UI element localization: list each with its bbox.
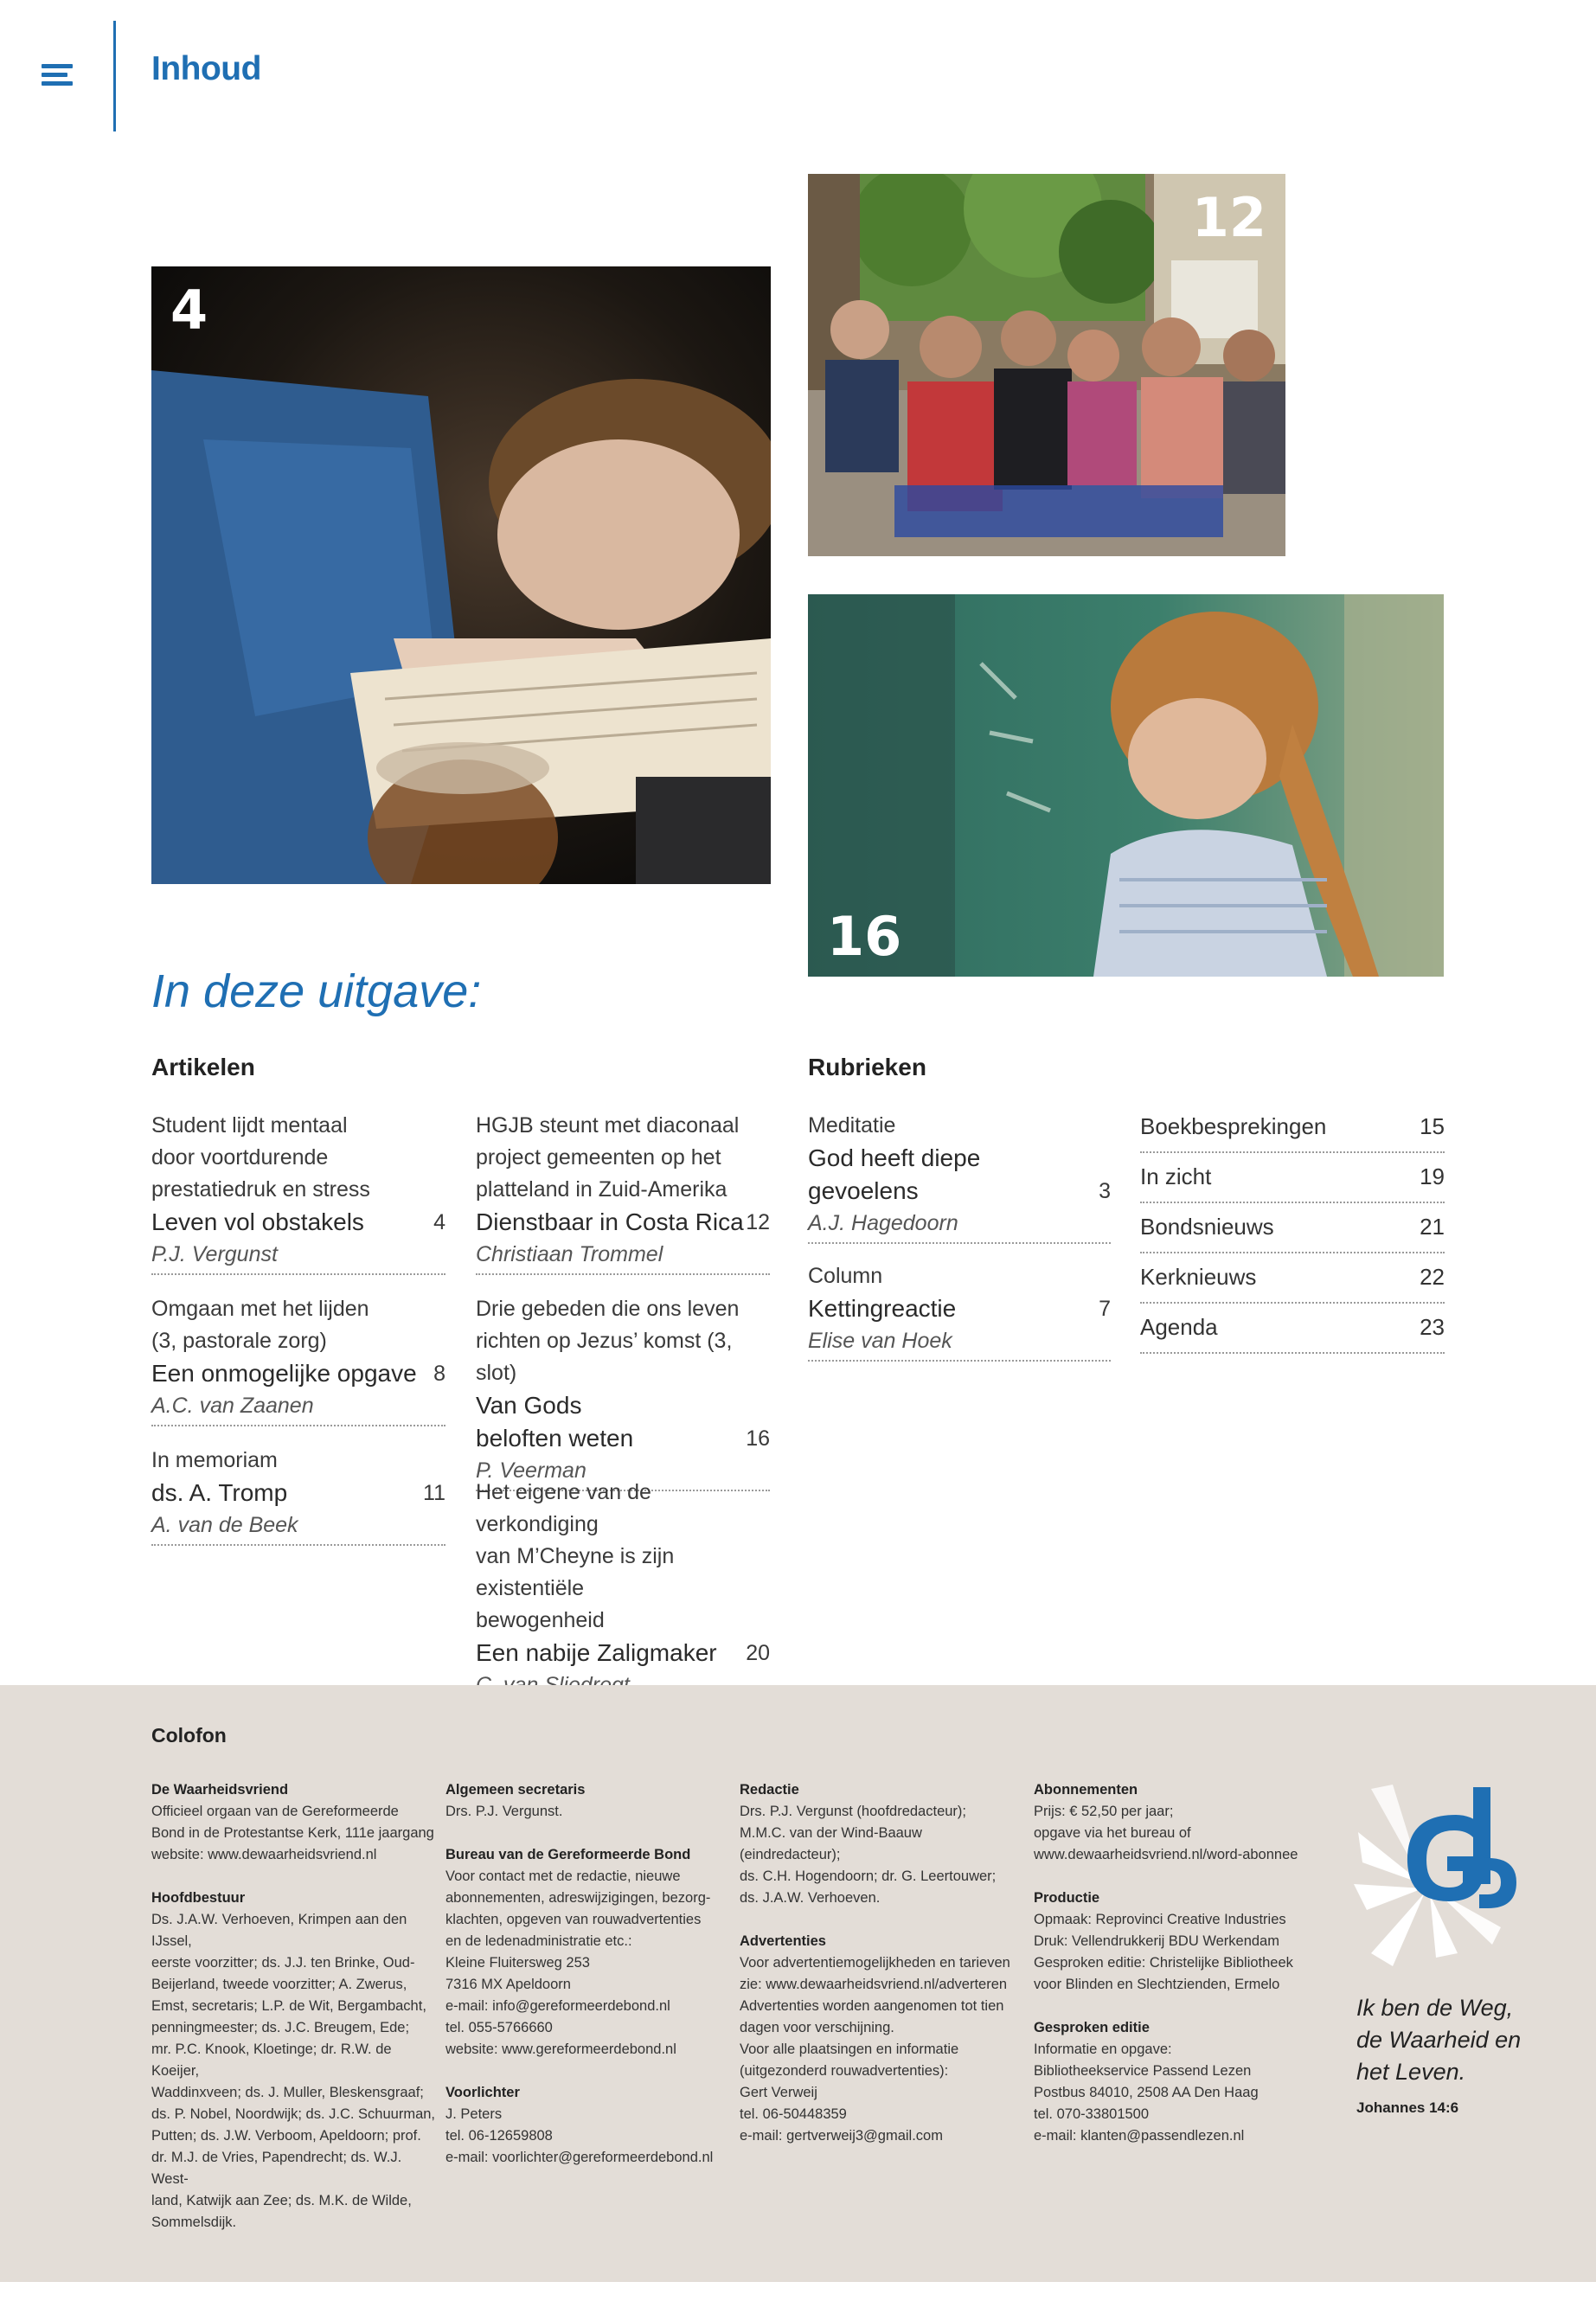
photo-number: 16: [827, 905, 902, 968]
article-author: P. Veerman: [476, 1458, 586, 1483]
rubriek-label: Bondsnieuws: [1140, 1213, 1274, 1240]
rubriek-entry[interactable]: [808, 1260, 1111, 1362]
colofon-line: opgave via het bureau of: [1034, 1825, 1191, 1841]
article-page: 4: [433, 1210, 445, 1234]
colofon-line: Opmaak: Reprovinci Creative Industries: [1034, 1912, 1286, 1927]
rubriek-title: Kettingreactie: [808, 1295, 957, 1322]
colofon-line: Bibliotheekservice Passend Lezen: [1034, 2063, 1252, 2079]
colofon-block-heading: Abonnementen: [1034, 1782, 1138, 1798]
rubriek-kicker: Meditatie: [808, 1113, 896, 1138]
rubriek-label: Agenda: [1140, 1313, 1218, 1340]
colofon-block-heading: Bureau van de Gereformeerde Bond: [445, 1847, 691, 1862]
colofon-line: Officieel orgaan van de Gereformeerde: [151, 1804, 399, 1819]
colofon-line: tel. 070-33801500: [1034, 2106, 1150, 2122]
bible-quote: [1356, 1992, 1521, 2088]
photo-number: 4: [170, 279, 208, 342]
colofon-block: [445, 2082, 731, 2169]
article-entry[interactable]: [476, 1477, 770, 1706]
colofon-line: website: www.gereformeerdebond.nl: [445, 2041, 676, 2057]
colofon-line: e-mail: voorlichter@gereformeerdebond.nl: [445, 2150, 714, 2165]
article-title: Een onmogelijke opgave: [151, 1360, 417, 1387]
colofon-line: (uitgezonderd rouwadvertenties):: [740, 2063, 949, 2079]
article-kicker: HGJB steunt met diaconaal: [476, 1113, 740, 1138]
colofon-line: e-mail: gertverweij3@gmail.com: [740, 2128, 943, 2144]
article-kicker: bewogenheid: [476, 1608, 605, 1632]
article-kicker: In memoriam: [151, 1448, 278, 1472]
rubriek-list-item[interactable]: [1140, 1101, 1445, 1153]
photo-article-12[interactable]: [808, 174, 1285, 556]
colofon-line: Voor alle plaatsingen en informatie: [740, 2041, 959, 2057]
colofon-line: Advertenties worden aangenomen tot tien: [740, 1998, 1004, 2014]
article-entry[interactable]: [476, 1293, 770, 1491]
colofon-line: zie: www.dewaarheidsvriend.nl/adverteren: [740, 1977, 1008, 1992]
rubriek-list-item[interactable]: [1140, 1252, 1445, 1304]
rubrieken-heading: Rubrieken: [808, 1054, 926, 1080]
rubriek-page: 21: [1420, 1213, 1445, 1240]
colofon-line: ds. C.H. Hogendoorn; dr. G. Leertouwer;: [740, 1868, 997, 1884]
colofon-line: dagen voor verschijning.: [740, 2020, 894, 2035]
colofon-line: mr. P.C. Knook, Kloetinge; dr. R.W. de Koeijer,: [151, 2041, 392, 2079]
colofon-block: [1034, 1888, 1319, 1996]
colofon-line: e-mail: klanten@passendlezen.nl: [1034, 2128, 1245, 2144]
article-kicker: (3, pastorale zorg): [151, 1329, 327, 1353]
colofon-block-heading: Productie: [1034, 1890, 1100, 1906]
colofon-line: Postbus 84010, 2508 AA Den Haag: [1034, 2085, 1259, 2100]
intro-heading: In deze uitgave:: [151, 965, 482, 1017]
article-author: P.J. Vergunst: [151, 1242, 278, 1266]
colofon-line: Prijs: € 52,50 per jaar;: [1034, 1804, 1174, 1819]
article-page: 16: [746, 1426, 770, 1451]
article-page: 12: [746, 1210, 770, 1234]
article-entry[interactable]: [151, 1110, 445, 1275]
colofon-title: Colofon: [151, 1724, 227, 1747]
colofon-block: [1034, 1779, 1319, 1866]
colofon-line: Putten; ds. J.W. Verboom, Apeldoorn; prof.: [151, 2128, 421, 2144]
article-title: beloften weten: [476, 1425, 634, 1452]
colofon-line: abonnementen, adreswijzigingen, bezorg-: [445, 1890, 711, 1906]
rubriek-author: A.J. Hagedoorn: [808, 1211, 958, 1235]
article-title: Van Gods: [476, 1392, 582, 1419]
header-divider: [113, 21, 116, 131]
colofon-line: website: www.dewaarheidsvriend.nl: [151, 1847, 377, 1862]
colofon-line: Waddinxveen; ds. J. Muller, Bleskensgraaf;: [151, 2085, 424, 2100]
rubriek-page: 23: [1420, 1313, 1445, 1340]
colofon-block-heading: Hoofdbestuur: [151, 1890, 246, 1906]
page-title: Inhoud: [151, 50, 261, 87]
colofon-line: M.M.C. van der Wind-Baauw (eindredacteur);: [740, 1825, 922, 1862]
colofon-line: penningmeester; ds. J.C. Breugem, Ede;: [151, 2020, 410, 2035]
colofon-line: ds. P. Nobel, Noordwijk; ds. J.C. Schuurman,: [151, 2106, 436, 2122]
article-author: A. van de Beek: [151, 1513, 298, 1537]
article-page: 8: [433, 1362, 445, 1386]
artikelen-heading: Artikelen: [151, 1054, 255, 1080]
rubriek-list-item[interactable]: [1140, 1302, 1445, 1354]
sleeping-student-image: [151, 266, 771, 884]
rubriek-label: Boekbesprekingen: [1140, 1112, 1327, 1139]
article-kicker: Omgaan met het lijden: [151, 1297, 369, 1321]
colofon-line: Beijerland, tweede voorzitter; A. Zwerus,: [151, 1977, 407, 1992]
gereformeerde-bond-logo: [1354, 1780, 1527, 1971]
colofon-line: land, Katwijk aan Zee; ds. M.K. de Wilde,: [151, 2193, 412, 2208]
colofon-column: [1034, 1779, 1319, 2169]
colofon-line: www.dewaarheidsvriend.nl/word-abonnee: [1034, 1847, 1298, 1862]
article-entry[interactable]: [151, 1445, 445, 1546]
quote-line: Ik ben de Weg,: [1356, 1995, 1514, 2021]
colofon-line: Ds. J.A.W. Verhoeven, Krimpen aan den IJssel,: [151, 1912, 407, 1949]
quote-line: het Leven.: [1356, 2059, 1466, 2085]
quote-reference: Johannes 14:6: [1356, 2099, 1459, 2116]
quote-line: de Waarheid en: [1356, 2027, 1522, 2053]
colofon-block-heading: Redactie: [740, 1782, 799, 1798]
colofon-block: [740, 1779, 1025, 1909]
rubriek-page: 22: [1420, 1263, 1445, 1290]
article-kicker: project gemeenten op het: [476, 1145, 721, 1170]
rubriek-page: 19: [1420, 1163, 1445, 1189]
article-entry[interactable]: [476, 1110, 770, 1275]
article-author: A.C. van Zaanen: [151, 1394, 314, 1418]
article-kicker: Het eigene van de verkondiging: [476, 1480, 651, 1536]
colofon-column: [445, 1779, 731, 2190]
colofon-line: J. Peters: [445, 2106, 503, 2122]
colofon-line: klachten, opgeven van rouwadvertenties: [445, 1912, 702, 1927]
colofon-block-heading: Algemeen secretaris: [445, 1782, 586, 1798]
rubriek-page: 3: [1099, 1179, 1111, 1203]
rubriek-author: Elise van Hoek: [808, 1329, 952, 1353]
colofon-block-heading: Advertenties: [740, 1933, 826, 1949]
rubriek-list-item[interactable]: [1140, 1151, 1445, 1203]
rubriek-page: 7: [1099, 1297, 1111, 1321]
menu-icon[interactable]: [42, 64, 74, 90]
article-kicker: prestatiedruk en stress: [151, 1177, 370, 1202]
colofon-line: Drs. P.J. Vergunst (hoofdredacteur);: [740, 1804, 966, 1819]
colofon-line: 7316 MX Apeldoorn: [445, 1977, 571, 1992]
article-title: ds. A. Tromp: [151, 1479, 288, 1506]
colofon-line: Drs. P.J. Vergunst.: [445, 1804, 563, 1819]
article-title: Dienstbaar in Costa Rica: [476, 1208, 744, 1235]
article-title: Een nabije Zaligmaker: [476, 1639, 717, 1666]
rubriek-label: Kerknieuws: [1140, 1263, 1257, 1290]
rubriek-list-item[interactable]: [1140, 1202, 1445, 1253]
colofon-block: [740, 1931, 1025, 2147]
article-kicker: van M’Cheyne is zijn existentiële: [476, 1544, 675, 1600]
article-page: 20: [746, 1641, 770, 1665]
colofon-line: Voor contact met de redactie, nieuwe: [445, 1868, 681, 1884]
photo-number: 12: [1191, 186, 1266, 249]
colofon-column: [151, 1779, 437, 2255]
colofon-block-heading: Voorlichter: [445, 2085, 520, 2100]
photo-article-16[interactable]: [808, 594, 1444, 977]
article-kicker: Student lijdt mentaal: [151, 1113, 348, 1138]
colofon-line: Druk: Vellendrukkerij BDU Werkendam: [1034, 1933, 1279, 1949]
colofon-block: [151, 1888, 437, 2234]
colofon-line: voor Blinden en Slechtzienden, Ermelo: [1034, 1977, 1280, 1992]
colofon-line: Gesproken editie: Christelijke Bibliotheek: [1034, 1955, 1293, 1971]
colofon-line: Voor advertentiemogelijkheden en tarieven: [740, 1955, 1010, 1971]
colofon-block: [151, 1779, 437, 1866]
colofon-line: dr. M.J. de Vries, Papendrecht; ds. W.J. West-: [151, 2150, 402, 2187]
article-kicker: door voortdurende: [151, 1145, 329, 1170]
article-kicker: Drie gebeden die ons leven: [476, 1297, 740, 1321]
article-author: Christiaan Trommel: [476, 1242, 663, 1266]
rubriek-title: God heeft diepe: [808, 1144, 981, 1171]
colofon-block: [445, 1844, 731, 2061]
rubriek-label: In zicht: [1140, 1163, 1212, 1189]
article-title: Leven vol obstakels: [151, 1208, 364, 1235]
article-kicker: platteland in Zuid-Amerika: [476, 1177, 727, 1202]
colofon-line: Kleine Fluitersweg 253: [445, 1955, 590, 1971]
colofon-line: tel. 06-50448359: [740, 2106, 847, 2122]
colofon-line: Sommelsdijk.: [151, 2214, 237, 2230]
article-page: 11: [423, 1481, 445, 1505]
colofon-line: Gert Verweij: [740, 2085, 817, 2100]
article-entry[interactable]: [151, 1293, 445, 1426]
colofon-block: [445, 1779, 731, 1823]
colofon-line: ds. J.A.W. Verhoeven.: [740, 1890, 881, 1906]
colofon-column: [740, 1779, 1025, 2169]
girl-at-blackboard-image: [808, 594, 1444, 977]
colofon-block: [1034, 2017, 1319, 2147]
rubriek-entry[interactable]: [808, 1110, 1111, 1244]
colofon-line: Informatie en opgave:: [1034, 2041, 1172, 2057]
colofon-line: en de ledenadministratie etc.:: [445, 1933, 632, 1949]
colofon-line: tel. 055-5766660: [445, 2020, 553, 2035]
article-kicker: richten op Jezus’ komst (3, slot): [476, 1329, 733, 1385]
colofon-line: tel. 06-12659808: [445, 2128, 553, 2144]
colofon-line: eerste voorzitter; ds. J.J. ten Brinke, Oud-: [151, 1955, 415, 1971]
colofon-block-heading: De Waarheidsvriend: [151, 1782, 289, 1798]
colofon-line: Bond in de Protestantse Kerk, 111e jaargang: [151, 1825, 434, 1841]
rubriek-kicker: Column: [808, 1264, 883, 1288]
colofon-line: Emst, secretaris; L.P. de Wit, Bergambacht,: [151, 1998, 426, 2014]
rubriek-title: gevoelens: [808, 1177, 919, 1204]
colofon-block-heading: Gesproken editie: [1034, 2020, 1150, 2035]
photo-article-4[interactable]: [151, 266, 771, 884]
colofon-line: e-mail: info@gereformeerdebond.nl: [445, 1998, 670, 2014]
rubriek-page: 15: [1420, 1112, 1445, 1139]
